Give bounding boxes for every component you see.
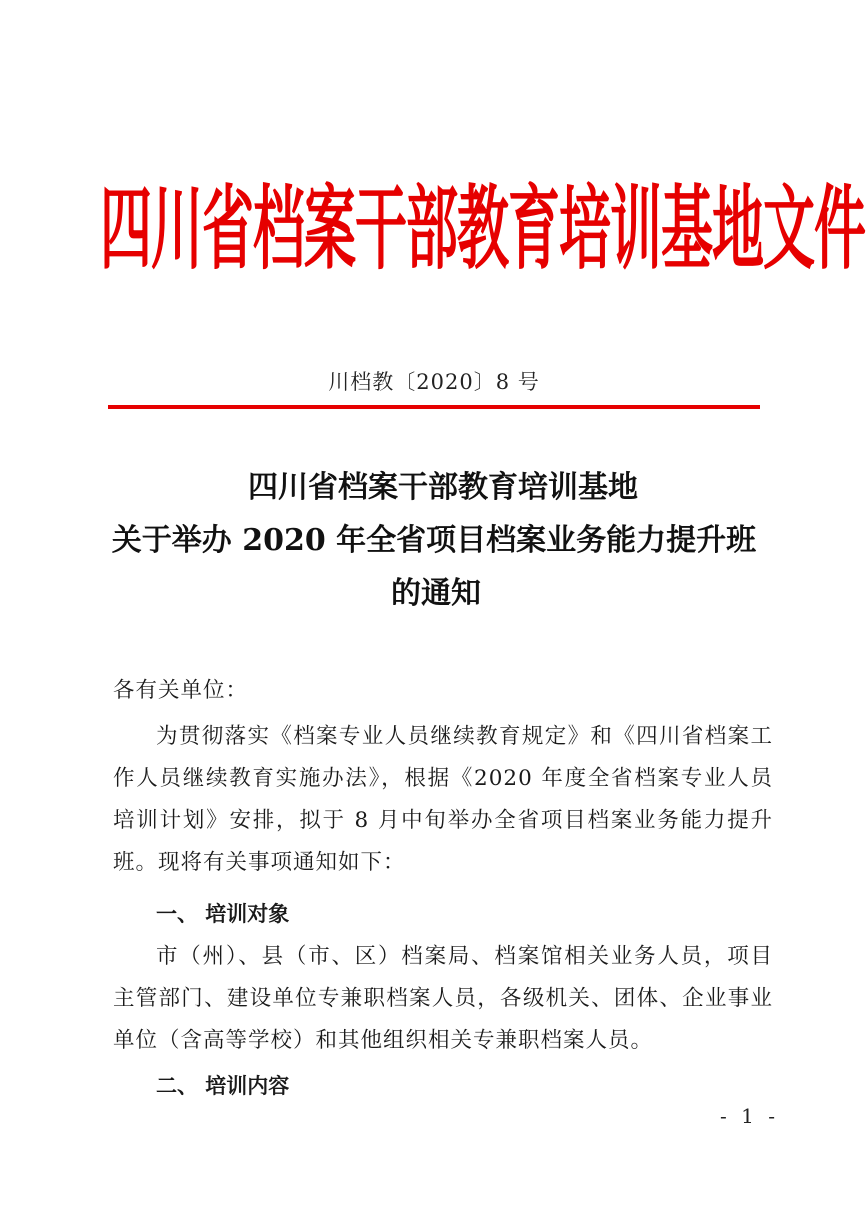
- red-divider-line: [108, 405, 760, 409]
- section-heading-training-targets: 一、 培训对象: [156, 902, 290, 926]
- section1-paragraph: 市（州）、县（市、区）档案局、档案馆相关业务人员，项目主管部门、建设单位专兼职档案人员，各级机关、团体、企业事业单位（含高等学校）和其他组织相关专兼职档案人员。: [113, 944, 773, 1053]
- notice-title-line-3: 的通知: [391, 576, 481, 611]
- salutation: 各有关单位：: [113, 678, 249, 703]
- section-heading-training-content: 二、 培训内容: [156, 1074, 290, 1098]
- document-number: 川档教〔2020〕8 号: [328, 370, 540, 394]
- page-number: - 1 -: [720, 1104, 779, 1128]
- issuer-header-title: 四川省档案干部教育培训基地文件: [100, 177, 866, 283]
- notice-title-line-1: 四川省档案干部教育培训基地: [248, 470, 638, 505]
- intro-paragraph: 为贯彻落实《档案专业人员继续教育规定》和《四川省档案工作人员继续教育实施办法》，根据《2020 年度全省档案专业人员培训计划》安排，拟于 8 月中旬举办全省项目档案业务能力提升班。现将有关事项通知如下：: [113, 724, 773, 875]
- notice-title-line-2: 关于举办 2020 年全省项目档案业务能力提升班: [111, 523, 757, 558]
